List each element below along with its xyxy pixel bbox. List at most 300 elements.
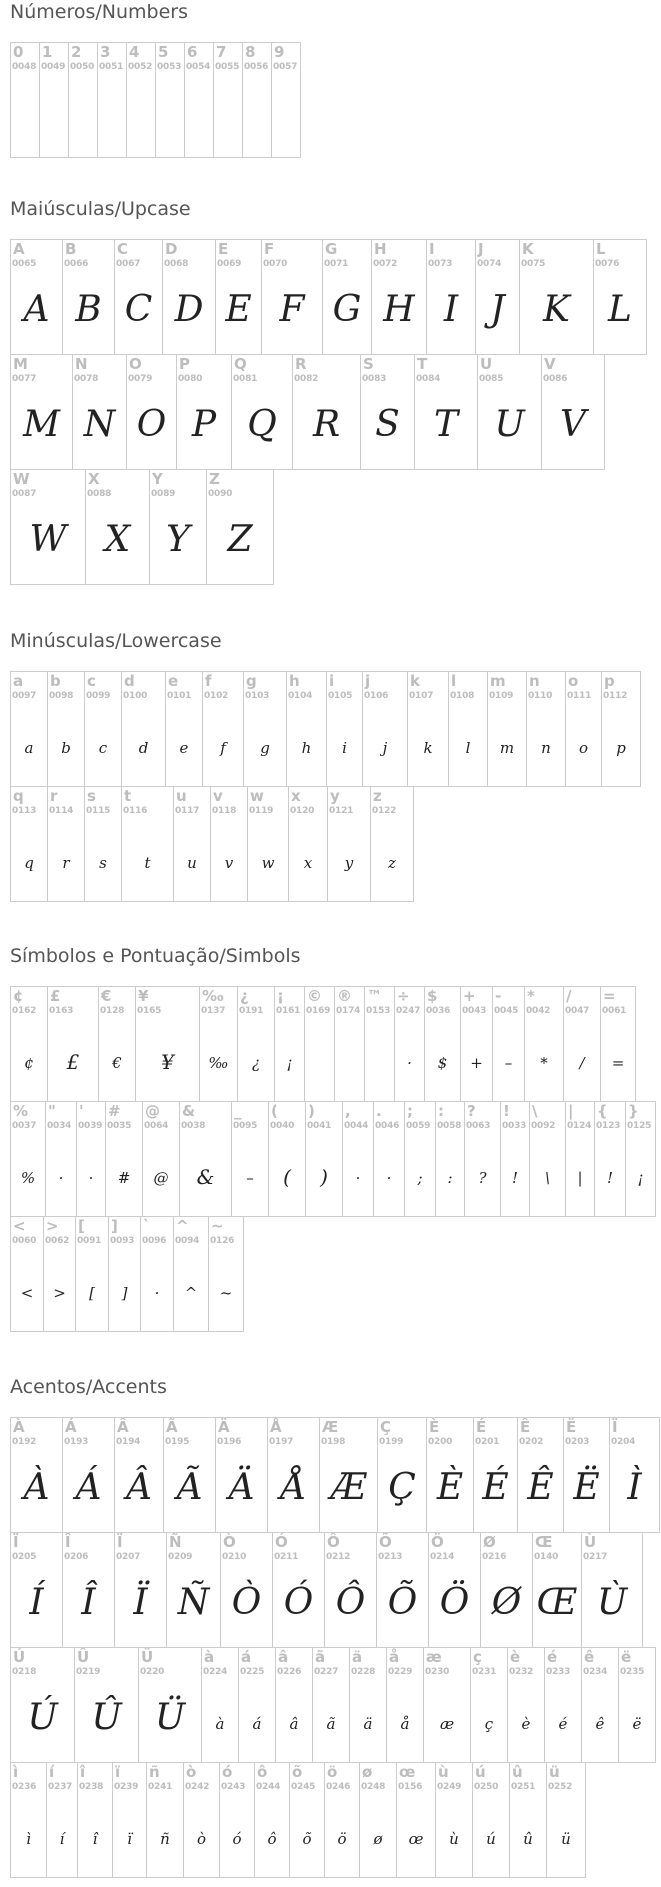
glyph-cell <box>45 1101 77 1217</box>
glyph-cell <box>286 671 327 787</box>
glyph-code: 0214 <box>430 1552 455 1562</box>
glyph-sample: w <box>261 854 275 872</box>
glyph-sample: õ <box>302 1830 312 1848</box>
glyph-sample: ) <box>320 1165 328 1189</box>
glyph-label: P <box>179 355 190 373</box>
glyph-code: 0197 <box>269 1437 294 1447</box>
glyph-cell <box>517 1417 564 1533</box>
glyph-grid <box>10 42 300 158</box>
glyph-code: 0198 <box>321 1437 346 1447</box>
glyph-cell <box>477 354 542 470</box>
glyph-code: 0105 <box>328 691 353 701</box>
glyph-code: 0074 <box>477 259 502 269</box>
glyph-label: q <box>13 787 24 805</box>
glyph-code: 0092 <box>531 1121 556 1131</box>
glyph-code: 0191 <box>239 1006 264 1016</box>
glyph-label: 8 <box>245 43 256 61</box>
glyph-code: 0220 <box>140 1667 165 1677</box>
glyph-code: 0126 <box>210 1236 235 1246</box>
glyph-code: 0078 <box>74 374 99 384</box>
glyph-label: Å <box>270 1418 282 1436</box>
glyph-cell <box>108 1216 141 1332</box>
glyph-label: D <box>165 240 178 258</box>
glyph-sample: Õ <box>387 1582 418 1623</box>
glyph-sample: j <box>382 739 388 757</box>
glyph-label: " <box>48 1102 56 1120</box>
glyph-cell <box>524 986 564 1102</box>
glyph-label: ^ <box>176 1217 189 1235</box>
glyph-sample: Ø <box>491 1582 522 1623</box>
glyph-sample: u <box>187 854 197 872</box>
glyph-code: 0063 <box>466 1121 491 1131</box>
glyph-cell <box>364 986 395 1102</box>
glyph-sample: H <box>383 289 415 330</box>
glyph-cell <box>206 469 274 585</box>
glyph-sample: ‰ <box>208 1054 229 1072</box>
glyph-label: i <box>329 672 335 690</box>
glyph-sample: ; <box>417 1169 423 1187</box>
section-title: Maiúsculas/Upcase <box>10 198 191 220</box>
glyph-label: + <box>463 987 476 1005</box>
glyph-label: ¥ <box>138 987 149 1005</box>
glyph-cell <box>373 1101 405 1217</box>
glyph-cell <box>275 1647 313 1763</box>
glyph-sample: + <box>470 1054 483 1072</box>
glyph-code: 0123 <box>596 1121 621 1131</box>
glyph-code: 0243 <box>221 1782 246 1792</box>
glyph-label: í <box>49 1763 55 1781</box>
glyph-sample: W <box>29 519 67 560</box>
glyph-label: * <box>527 987 535 1005</box>
glyph-sample: / <box>579 1054 585 1072</box>
glyph-cell <box>247 786 289 902</box>
glyph-cell <box>376 1532 429 1648</box>
glyph-sample: U <box>494 404 525 445</box>
glyph-code: 0250 <box>474 1782 499 1792</box>
glyph-code: 0053 <box>157 62 182 72</box>
glyph-label: } <box>628 1102 639 1120</box>
glyph-label: Ã <box>166 1418 178 1436</box>
glyph-code: 0227 <box>314 1667 339 1677</box>
glyph-cell <box>112 1762 147 1878</box>
glyph-code: 0219 <box>76 1667 101 1677</box>
glyph-sample: P <box>191 404 217 445</box>
glyph-sample: Â <box>126 1467 152 1508</box>
glyph-cell <box>10 1532 63 1648</box>
glyph-row <box>10 1417 659 1533</box>
glyph-code: 0230 <box>425 1667 450 1677</box>
glyph-code: 0118 <box>212 806 237 816</box>
glyph-code: 0044 <box>344 1121 369 1131</box>
glyph-label: C <box>117 240 129 258</box>
glyph-code: 0199 <box>379 1437 404 1447</box>
glyph-code: 0124 <box>567 1121 592 1131</box>
glyph-cell <box>370 786 414 902</box>
glyph-code: 0153 <box>366 1006 391 1016</box>
glyph-sample: è <box>521 1715 531 1733</box>
glyph-code: 0101 <box>167 691 192 701</box>
glyph-code: 0069 <box>217 259 242 269</box>
glyph-sample: À <box>23 1467 50 1508</box>
glyph-sample: \ <box>544 1169 551 1187</box>
glyph-cell <box>565 1101 595 1217</box>
glyph-code: 0058 <box>437 1121 462 1131</box>
glyph-code: 0200 <box>428 1437 453 1447</box>
glyph-label: É <box>476 1418 487 1436</box>
glyph-label: a <box>13 672 24 690</box>
glyph-cell <box>219 1762 255 1878</box>
glyph-sample: à <box>215 1715 225 1733</box>
glyph-code: 0040 <box>270 1121 295 1131</box>
glyph-label: È <box>429 1418 440 1436</box>
glyph-sample: Á <box>75 1467 102 1508</box>
glyph-code: 0194 <box>116 1437 141 1447</box>
glyph-label: ó <box>222 1763 233 1781</box>
glyph-cell <box>10 239 63 355</box>
glyph-label: Õ <box>379 1533 392 1551</box>
glyph-code: 0055 <box>215 62 240 72</box>
glyph-sample: q <box>24 854 34 872</box>
glyph-code: 0207 <box>116 1552 141 1562</box>
glyph-label: ï <box>115 1763 121 1781</box>
glyph-sample: Ë <box>573 1467 600 1508</box>
glyph-sample: Ä <box>228 1467 255 1508</box>
glyph-cell <box>377 1417 427 1533</box>
glyph-code: 0201 <box>475 1437 500 1447</box>
glyph-sample: : <box>447 1169 453 1187</box>
glyph-sample: I <box>443 289 459 330</box>
glyph-code: 0162 <box>12 1006 37 1016</box>
glyph-cell <box>509 1762 547 1878</box>
glyph-sample: · <box>88 1169 94 1187</box>
glyph-code: 0246 <box>326 1782 351 1792</box>
glyph-sample: e <box>179 739 189 757</box>
glyph-label: - <box>495 987 502 1005</box>
glyph-cell <box>326 671 363 787</box>
glyph-code: 0109 <box>489 691 514 701</box>
glyph-label: ü <box>549 1763 560 1781</box>
glyph-code: 0051 <box>99 62 124 72</box>
glyph-label: K <box>522 240 534 258</box>
glyph-cell <box>47 671 85 787</box>
glyph-grid <box>10 671 640 902</box>
glyph-code: 0035 <box>107 1121 132 1131</box>
glyph-cell <box>105 1101 143 1217</box>
glyph-label: R <box>295 355 307 373</box>
glyph-code: 0115 <box>86 806 111 816</box>
glyph-code: 0046 <box>375 1121 400 1131</box>
section-title: Minúsculas/Lowercase <box>10 630 222 652</box>
glyph-sample: ] <box>121 1284 128 1302</box>
glyph-sample: Y <box>166 519 190 560</box>
glyph-label: ¢ <box>13 987 24 1005</box>
glyph-cell <box>618 1647 656 1763</box>
glyph-sample: C <box>124 289 153 330</box>
glyph-cell <box>312 1647 350 1763</box>
glyph-code: 0163 <box>49 1006 74 1016</box>
glyph-row <box>10 239 646 355</box>
glyph-cell <box>492 986 525 1102</box>
glyph-code: 0079 <box>128 374 153 384</box>
glyph-sample: · <box>407 1054 412 1072</box>
glyph-code: 0203 <box>565 1437 590 1447</box>
glyph-code: 0117 <box>175 806 200 816</box>
glyph-label: , <box>345 1102 351 1120</box>
glyph-label: w <box>250 787 264 805</box>
glyph-sample: Ñ <box>177 1582 210 1623</box>
glyph-cell <box>208 1216 244 1332</box>
glyph-code: 0068 <box>164 259 189 269</box>
glyph-label: à <box>204 1648 215 1666</box>
glyph-label: j <box>365 672 371 690</box>
glyph-cell <box>165 671 203 787</box>
glyph-row <box>10 1216 655 1332</box>
glyph-label: & <box>182 1102 196 1120</box>
glyph-code: 0064 <box>144 1121 169 1131</box>
glyph-sample: V <box>560 404 586 445</box>
glyph-label: Ô <box>327 1533 340 1551</box>
glyph-cell <box>10 469 86 585</box>
glyph-sample: î <box>92 1830 98 1848</box>
glyph-code: 0245 <box>291 1782 316 1792</box>
glyph-label: å <box>389 1648 400 1666</box>
glyph-cell <box>544 1647 582 1763</box>
glyph-cell <box>423 1647 471 1763</box>
glyph-label: L <box>596 240 606 258</box>
glyph-label: Ë <box>566 1418 577 1436</box>
glyph-code: 0049 <box>41 62 66 72</box>
glyph-code: 0097 <box>12 691 37 701</box>
glyph-sample: n <box>541 739 551 757</box>
glyph-sample: Ú <box>27 1697 58 1738</box>
glyph-label: ë <box>621 1648 632 1666</box>
glyph-code: 0110 <box>528 691 553 701</box>
glyph-code: 0034 <box>47 1121 72 1131</box>
glyph-code: 0224 <box>203 1667 228 1677</box>
glyph-code: 0061 <box>602 1006 627 1016</box>
glyph-label: ( <box>271 1102 278 1120</box>
glyph-label: : <box>438 1102 444 1120</box>
glyph-cell <box>183 1762 220 1878</box>
glyph-cell <box>173 1216 209 1332</box>
glyph-label: F <box>264 240 275 258</box>
glyph-cell <box>507 1647 545 1763</box>
glyph-label: ! <box>503 1102 510 1120</box>
glyph-label: Z <box>209 470 220 488</box>
glyph-cell <box>305 1101 343 1217</box>
glyph-cell <box>121 671 166 787</box>
glyph-code: 0249 <box>437 1782 462 1792</box>
glyph-sample: ¢ <box>24 1054 34 1072</box>
glyph-cell <box>268 1101 306 1217</box>
glyph-cell <box>135 986 200 1102</box>
glyph-label: ú <box>475 1763 486 1781</box>
glyph-cell <box>407 671 449 787</box>
glyph-label: < <box>13 1217 26 1235</box>
glyph-label: Ï <box>13 1533 19 1551</box>
glyph-cell <box>272 1532 325 1648</box>
glyph-code: 0228 <box>351 1667 376 1677</box>
glyph-cell <box>149 469 207 585</box>
glyph-sample: a <box>24 739 34 757</box>
glyph-row <box>10 469 646 585</box>
glyph-cell <box>97 42 127 158</box>
glyph-cell <box>487 671 527 787</box>
glyph-label: A <box>13 240 25 258</box>
glyph-sample: ò <box>196 1830 207 1848</box>
glyph-label: ‰ <box>202 987 224 1005</box>
glyph-cell <box>435 1762 473 1878</box>
glyph-sample: M <box>23 404 60 445</box>
glyph-code: 0090 <box>208 489 233 499</box>
glyph-label: ç <box>473 1648 482 1666</box>
glyph-cell <box>289 1762 325 1878</box>
glyph-label: n <box>529 672 540 690</box>
glyph-cell <box>609 1417 660 1533</box>
glyph-sample: Ì <box>627 1467 642 1508</box>
glyph-code: 0113 <box>12 806 37 816</box>
glyph-label: À <box>13 1418 25 1436</box>
glyph-sample: k <box>423 739 433 757</box>
glyph-label: l <box>451 672 457 690</box>
glyph-label: d <box>124 672 135 690</box>
glyph-sample: Ó <box>283 1582 314 1623</box>
glyph-cell <box>243 671 287 787</box>
glyph-code: 0212 <box>326 1552 351 1562</box>
glyph-cell <box>98 986 136 1102</box>
glyph-sample: s <box>99 854 107 872</box>
glyph-label: Q <box>234 355 247 373</box>
glyph-sample: ñ <box>160 1830 170 1848</box>
glyph-label: ò <box>186 1763 197 1781</box>
glyph-label: Ç <box>380 1418 392 1436</box>
glyph-label: H <box>374 240 387 258</box>
glyph-cell <box>404 1101 436 1217</box>
glyph-label: Ø <box>483 1533 496 1551</box>
glyph-label: @ <box>145 1102 160 1120</box>
glyph-code: 0047 <box>565 1006 590 1016</box>
glyph-cell <box>581 1647 619 1763</box>
glyph-label: x <box>291 787 301 805</box>
glyph-label: 2 <box>71 43 82 61</box>
glyph-sample: ~ <box>219 1284 233 1302</box>
glyph-sample: Û <box>91 1697 122 1738</box>
glyph-cell <box>210 786 248 902</box>
glyph-label: M <box>13 355 28 373</box>
glyph-code: 0057 <box>273 62 298 72</box>
glyph-cell <box>414 354 478 470</box>
glyph-cell <box>142 1101 180 1217</box>
glyph-grid <box>10 986 655 1332</box>
glyph-code: 0239 <box>114 1782 139 1792</box>
glyph-label: 1 <box>42 43 53 61</box>
glyph-row <box>10 1101 655 1217</box>
glyph-sample: D <box>174 289 204 330</box>
glyph-code: 0122 <box>372 806 397 816</box>
glyph-cell <box>460 986 493 1102</box>
glyph-cell <box>114 1532 167 1648</box>
glyph-label: W <box>13 470 30 488</box>
glyph-cell <box>371 239 427 355</box>
glyph-label: k <box>410 672 420 690</box>
glyph-label: Ï <box>117 1533 123 1551</box>
glyph-label: ` <box>143 1217 151 1235</box>
glyph-code: 0082 <box>294 374 319 384</box>
glyph-label: \ <box>532 1102 538 1120</box>
glyph-row <box>10 354 646 470</box>
glyph-sample: @ <box>153 1169 169 1187</box>
glyph-cell <box>173 786 211 902</box>
glyph-cell <box>327 786 371 902</box>
glyph-sample: é <box>558 1715 568 1733</box>
glyph-code: 0094 <box>175 1236 200 1246</box>
glyph-code: 0054 <box>186 62 211 72</box>
glyph-cell <box>176 354 232 470</box>
glyph-cell <box>202 671 244 787</box>
glyph-label: Ä <box>218 1418 230 1436</box>
glyph-label: Ö <box>431 1533 444 1551</box>
glyph-code: 0062 <box>45 1236 70 1246</box>
glyph-code: 0087 <box>12 489 37 499</box>
glyph-code: 0116 <box>123 806 148 816</box>
glyph-sample: ú <box>486 1830 496 1848</box>
glyph-label: é <box>547 1648 558 1666</box>
glyph-code: 0156 <box>398 1782 423 1792</box>
glyph-sample: l <box>465 739 471 757</box>
glyph-cell <box>84 786 122 902</box>
glyph-code: 0235 <box>620 1667 645 1677</box>
glyph-cell <box>10 1417 63 1533</box>
glyph-sample: – <box>504 1054 513 1072</box>
glyph-label: Î <box>65 1533 71 1551</box>
glyph-label: â <box>278 1648 289 1666</box>
glyph-cell <box>304 986 335 1102</box>
glyph-sample: t <box>144 854 151 872</box>
glyph-code: 0112 <box>603 691 628 701</box>
glyph-cell <box>10 1101 46 1217</box>
glyph-sample: Î <box>81 1582 96 1623</box>
glyph-label: Ó <box>275 1533 288 1551</box>
glyph-code: 0161 <box>276 1006 301 1016</box>
glyph-code: 0071 <box>324 259 349 269</box>
glyph-code: 0104 <box>288 691 313 701</box>
glyph-cell <box>324 1762 360 1878</box>
glyph-label: = <box>603 987 616 1005</box>
glyph-label: 9 <box>274 43 285 61</box>
glyph-code: 0218 <box>12 1667 37 1677</box>
glyph-label: ) <box>308 1102 315 1120</box>
glyph-label: v <box>213 787 223 805</box>
glyph-row <box>10 1532 659 1648</box>
glyph-code: 0225 <box>240 1667 265 1677</box>
glyph-sample: R <box>312 404 341 445</box>
glyph-label: € <box>101 987 112 1005</box>
glyph-label: Â <box>117 1418 129 1436</box>
glyph-cell <box>166 1532 221 1648</box>
glyph-code: 0045 <box>494 1006 519 1016</box>
glyph-cell <box>274 986 305 1102</box>
glyph-cell <box>68 42 98 158</box>
glyph-label: á <box>241 1648 252 1666</box>
glyph-code: 0096 <box>142 1236 167 1246</box>
glyph-label: ] <box>111 1217 118 1235</box>
glyph-sample: = <box>611 1054 625 1072</box>
glyph-cell <box>565 671 602 787</box>
glyph-label: Ú <box>13 1648 26 1666</box>
glyph-label: 3 <box>100 43 111 61</box>
glyph-cell <box>359 1762 397 1878</box>
glyph-code: 0067 <box>116 259 141 269</box>
